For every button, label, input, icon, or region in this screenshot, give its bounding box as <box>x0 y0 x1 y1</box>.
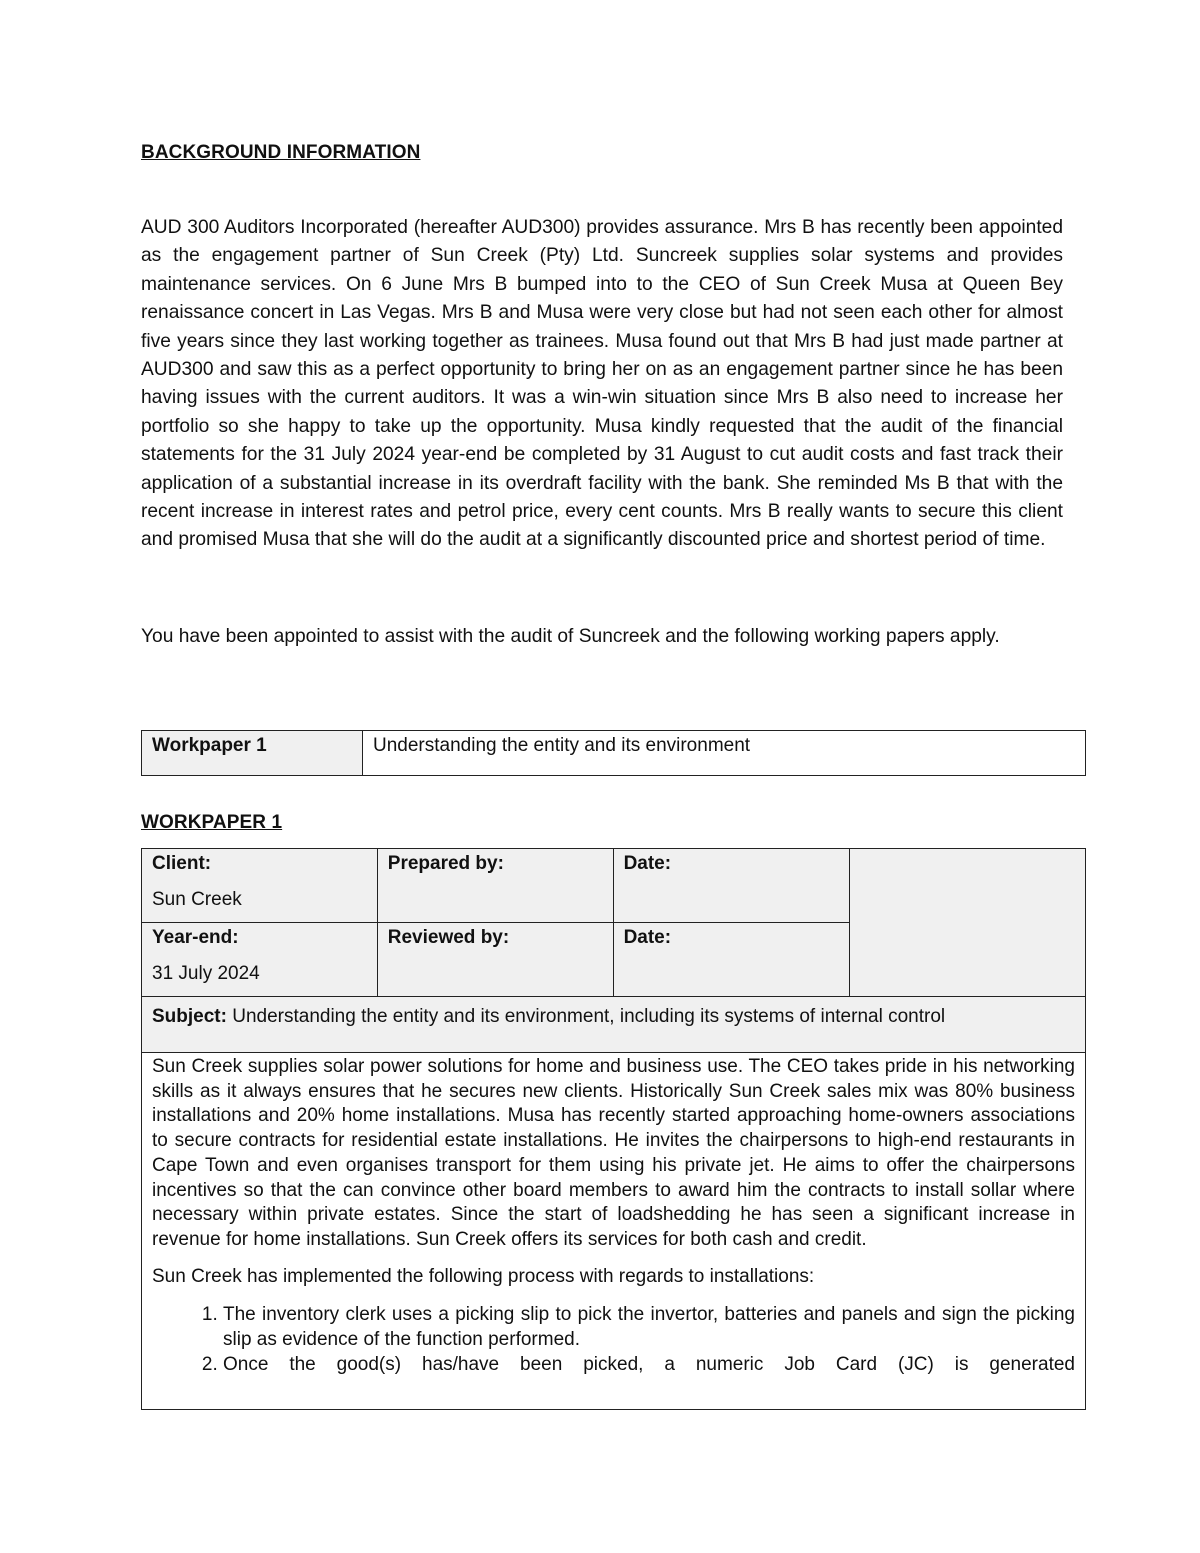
list-item: 1. The inventory clerk uses a picking slip to pick the invertor, batteries and panels and sign the picking slip as evidence of the function performed. <box>223 1303 1075 1352</box>
client-cell <box>142 849 378 923</box>
subject-value: Understanding the entity and its environment, including its systems of internal control <box>226 1006 946 1027</box>
body-paragraph-2: Sun Creek has implemented the following process with regards to installations: <box>152 1265 815 1287</box>
background-paragraph-2: You have been appointed to assist with the audit of Suncreek and the following working papers apply. <box>141 626 1000 647</box>
workpaper1-heading: WORKPAPER 1 <box>141 812 283 833</box>
workpaper-index-description: Understanding the entity and its environment <box>373 735 751 756</box>
workpaper-index-label: Workpaper 1 <box>152 735 267 756</box>
year-end-value: 31 July 2024 <box>152 963 260 984</box>
body-paragraph-1: Sun Creek supplies solar power solutions for home and business use. The CEO takes pride in his networking skills as it always ensures that he secures new clients. Historically Sun Creek sales mix was 80% business installations and 20% home installations. Musa has recently started approaching home-owners associations to secure contracts for residential estate installations. He invites the chairpersons to high-end restaurants in Cape Town and even organises transport for them using his private jet. He aims to offer the chairpersons incentives so that the can convince other board members to award him the contracts to install sollar where necessary within private estates. Since the start of loadshedding he has seen a significant increase in revenue for home installations. Sun Creek offers its services for both cash and credit. <box>152 1056 1075 1250</box>
workpaper1-body-cell <box>142 1053 1086 1410</box>
subject-cell <box>142 997 1086 1053</box>
date-label-2: Date: <box>623 927 672 948</box>
client-value: Sun Creek <box>152 889 242 910</box>
table-row <box>142 1053 1086 1410</box>
table-row <box>142 849 1086 923</box>
workpaper-index-label-cell <box>142 731 363 776</box>
date-cell-2 <box>613 923 850 997</box>
date-cell-1 <box>613 849 850 923</box>
blank-cell <box>850 849 1086 997</box>
background-paragraph-1: AUD 300 Auditors Incorporated (hereafter AUD300) provides assurance. Mrs B has recently been appointed as the engagement partner of Sun Creek (Pty) Ltd. Suncreek supplies solar systems and provides maintenance services. On 6 June Mrs B bumped into to the CEO of Sun Creek Musa at Queen Bey renaissance concert in Las Vegas. Mrs B and Musa were very close but had not seen each other for almost five years since they last working together as trainees. Musa found out that Mrs B had just made partner at AUD300 and saw this as a perfect opportunity to bring her on as an engagement partner since he has been having issues with the current auditors. It was a win-win situation since Mrs B also need to increase her portfolio so she happy to take up the opportunity. Musa kindly requested that the audit of the financial statements for the 31 July 2024 year-end be completed by 31 August to cut audit costs and fast track their application of a substantial increase in its overdraft facility with the bank. She reminded Ms B that with the recent increase in interest rates and petrol price, every cent counts. Mrs B really wants to secure this client and promised Musa that she will do the audit at a significantly discounted price and shortest period of time. <box>141 217 1063 551</box>
table-row <box>142 731 1086 776</box>
client-label: Client: <box>152 853 212 874</box>
prepared-by-label: Prepared by: <box>387 853 504 874</box>
subject-label: Subject: <box>152 1006 227 1027</box>
reviewed-by-label: Reviewed by: <box>387 927 510 948</box>
reviewed-by-cell <box>377 923 613 997</box>
background-heading: BACKGROUND INFORMATION <box>141 142 421 163</box>
year-end-label: Year-end: <box>152 927 239 948</box>
list-item: 2. Once the good(s) has/have been picked, a numeric Job Card (JC) is generated <box>223 1353 1075 1378</box>
process-steps-list <box>152 1303 1075 1377</box>
prepared-by-cell <box>377 849 613 923</box>
workpaper-index-description-cell <box>363 731 1086 776</box>
table-row <box>142 997 1086 1053</box>
year-end-cell <box>142 923 378 997</box>
date-label-1: Date: <box>623 853 672 874</box>
workpaper-index-table <box>141 730 1086 776</box>
workpaper1-table <box>141 848 1086 1410</box>
